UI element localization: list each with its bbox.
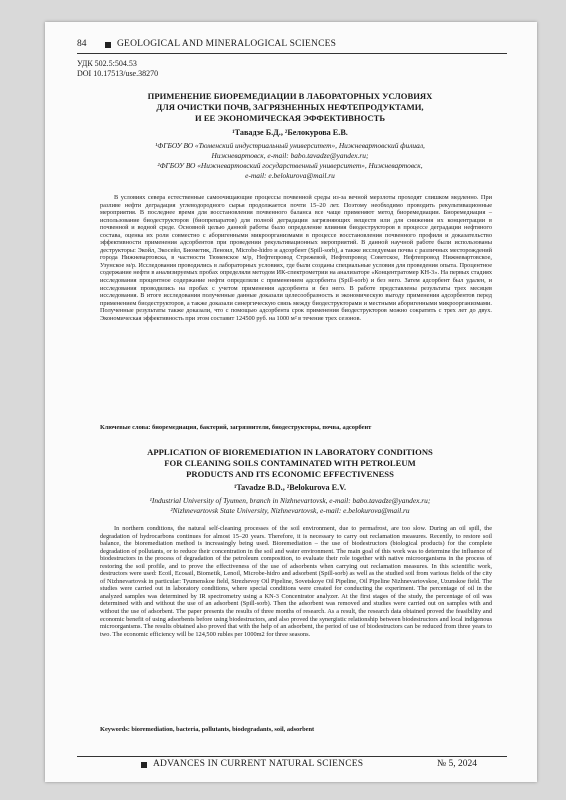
running-footer (77, 756, 507, 771)
page-number: 84 (77, 39, 87, 49)
en-authors: ¹Tavadze B.D., ²Belokurova E.V. (233, 483, 347, 492)
ru-affiliation-line: ²ФГБОУ ВО «Нижневартовский государственный университет», Нижневартовск, (157, 161, 423, 170)
issue-number: № 5, 2024 (437, 759, 477, 769)
en-keywords-text: Keywords: bioremediation, bacteria, pollutants, biodegradants, soil, adsorbent (100, 726, 315, 733)
footer-journal-title: ADVANCES IN CURRENT NATURAL SCIENCES (153, 759, 364, 769)
ru-affiliation-line: ¹ФГБОУ ВО «Тюменский индустриальный университет», Нижневартовский филиал, (155, 141, 425, 150)
ru-authors: ¹Тавадзе Б.Д., ²Белокурова Е.В. (232, 128, 348, 137)
en-title-line: FOR CLEANING SOILS CONTAMINATED WITH PETROLEUM (164, 458, 416, 468)
ru-affiliations (85, 141, 495, 181)
ru-affiliation-line: Нижневартовск, e-mail: babo.tavadze@yandex.ru; (211, 151, 369, 160)
udc-code: УДК 502.5:504.53 (77, 59, 137, 68)
en-abstract: In northern conditions, the natural self-cleaning processes of the soil environment, due to permafrost, are too slow. During an oil spill, the degradation of hydrocarbons continues for almost 15–20 years. Therefore, it is necessary to carry out reclamation measures. Recently, to restore soil balance, the bioremediation method is increasingly being used. Bioremediation – the use of biodestructors (biological products) for the complete degradation of pollutants, or to reduce their concentration in the soil and water environment. The main goal of this work was to determine the influence of biodestructors in the process of degradation of the petroleum composition, to evaluate their role together with native microorganisms in the process of restoring the soil profile, and to prove the effectiveness of the use of adsorbents when carrying out reclamation measures. In this scientific work, destructors were used: Ecoil, Ecosail, Biometik, Lenoil, Microbe-hidro and adsorbent (Spill-sorb) as well as the studied soil from various fields of the city of Nizhnevartovsk in particular: Tyumenskoe field, Strezhevoy Oil Pipeline, Sovetskoye Oil Pipeline, Oil Pipeline Nizhnevartovskoe, Uzunskoe field. The studies were carried out in laboratory conditions, where special conditions were created for conducting the experiment. The percentage of oil in the analyzed samples was determined by IR spectrometry using a KN-3 Concentrator analyzer. At the first stages of the study, the percentage of oil was determined with and without the use of an adsorbent (Spill-sorb). Then the adsorbent was removed and studies were carried out on samples with and without the use of adsorbent. The paper presents the results of three months of research. As a result, the research data obtained proved the feasibility and economic benefit of using adsorbents before using biodestructors, and also proved the synergistic relationship between biodestructors and local indigenous microorganisms. The results obtained also proved that with the help of an adsorbent, the period of use of biodestructors can be reduced from three years to two. The economic efficiency will be 124,500 rubles per 1000m2 for three seasons. (100, 525, 492, 638)
en-affiliation-line: ²Nizhnevartovsk State University, Nizhnevartovsk, e-mail: e.belokurova@mail.ru (170, 506, 410, 515)
ru-keywords (100, 424, 492, 431)
square-bullet-icon (105, 42, 111, 48)
ru-title (85, 91, 495, 124)
journal-page (45, 22, 537, 782)
doi: DOI 10.17513/use.38270 (77, 69, 159, 78)
en-title (85, 447, 495, 480)
ru-affiliation-line: e-mail: e.belokurova@mail.ru (245, 171, 335, 180)
ru-title-line: ДЛЯ ОЧИСТКИ ПОЧВ, ЗАГРЯЗНЕННЫХ НЕФТЕПРОДУКТАМИ, (156, 102, 424, 112)
ru-title-line: ПРИМЕНЕНИЕ БИОРЕМЕДИАЦИИ В ЛАБОРАТОРНЫХ УСЛОВИЯХ (147, 91, 433, 101)
ru-keywords-text: Ключевые слова: биоремедиация, бактерий, загрязнители, биодеструкторы, почва, адсорбент (100, 424, 372, 431)
en-affiliation-line: ¹Industrial University of Tyumen, branch in Nizhnevartovsk, e-mail: babo.tavadze@yandex.ru; (149, 496, 431, 505)
en-affiliations (85, 496, 495, 516)
square-bullet-icon (141, 762, 147, 768)
en-title-line: APPLICATION OF BIOREMEDIATION IN LABORATORY CONDITIONS (147, 447, 433, 457)
header-journal-section: GEOLOGICAL AND MINERALOGICAL SCIENCES (117, 39, 337, 49)
en-title-line: PRODUCTS AND ITS ECONOMIC EFFECTIVENESS (186, 469, 394, 479)
ru-abstract: В условиях севера естественные самоочищающие процессы почвенной среды из-за вечной мерзлоты проходят слишком медленно. При разливе нефти деградация углеводородного сырья продолжается почти 15–20 лет. Поэтому необходимо проводить рекультивационные мероприятия. В последнее время для восстановления почвенного баланса все чаще применяют метод биоремедиации. Биоремедиация – использование биодеструкторов (биопрепаратов) для полной деградации загрязняющих веществ или для снижения их концентрации в почвенной и водной среде. Основной целью данной работы было определение влияния биодеструкторов в процессе деградации нефтяного состава, оценка их роли совместно с аборигенными микроорганизмами в процессе восстановления почвенного профиля и доказательство эффективности применения адсорбентов при проведении рекультивационных мероприятий. В данной научной работе были использованы деструкторы: Экойл, Экосейл, Биометик, Леноил, Microbe-hidro и адсорбент (Spill-sorb), а также исследуемая почва с различных месторождений города Нижневартовска, в частности Тюменское м/р, Нефтепровод Стрежевой, Нефтепровод Советское, Нефтепровод Нижневартовское, Узунское м/р. Исследования проводились в лабораторных условиях, где были созданы специальные условия для проведения опыта. Процентное содержание нефти в анализируемых пробах определяли методом ИК-спектрометрии на анализаторе «Концентратомер КН-3». На первых стадиях исследования процентное содержание нефти определяли с применением адсорбента (Spill-sorb) и без него. Затем адсорбент был удален, и исследования проводились на пробах с учетом применения адсорбента и без него. В работе представлены результаты трех месяцев исследования. В итоге исследования полученные данные доказали целесообразность и экономическую выгоду применения адсорбентов перед применением биодеструкторов, а также доказали синергическую связь между биодеструкторами и местными аборигенными микроорганизмами. Полученные результаты также доказали, что с помощью адсорбента срок применения биодеструкторов можно сократить с трех лет до двух. Экономическая эффективность при этом составит 124500 руб. на 1000 м² в течение трех сезонов. (100, 194, 492, 322)
running-header (77, 39, 507, 54)
en-keywords (100, 726, 492, 733)
ru-title-line: И ЕЕ ЭКОНОМИЧЕСКАЯ ЭФФЕКТИВНОСТЬ (194, 113, 385, 123)
